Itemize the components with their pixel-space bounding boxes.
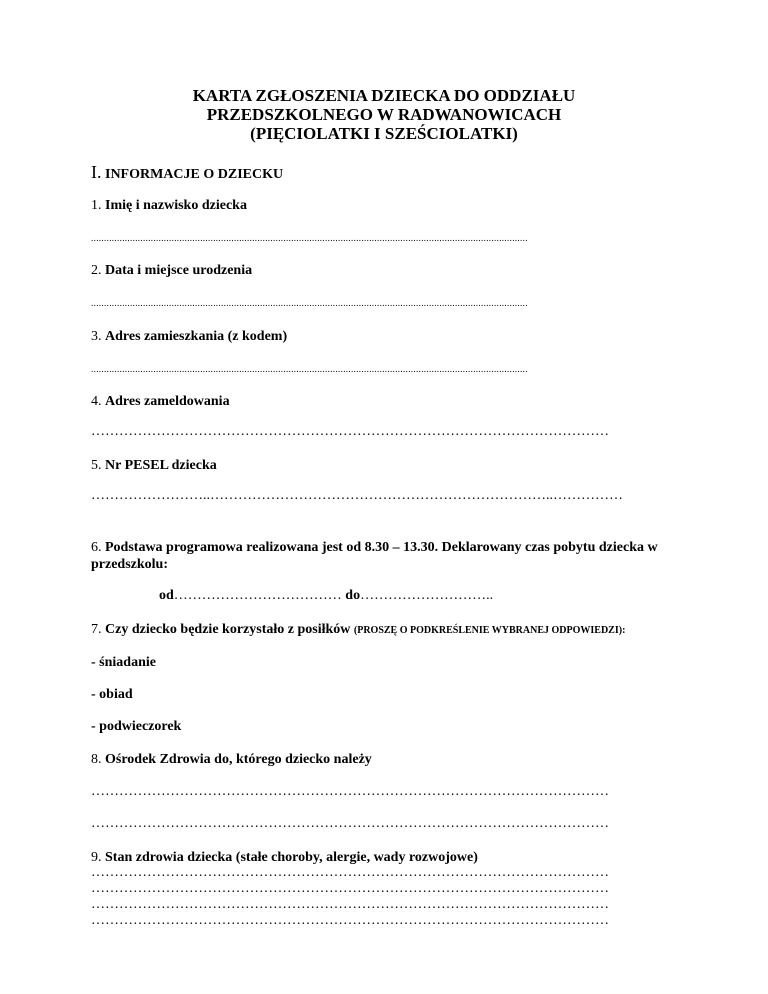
field-6-from-label: od	[159, 588, 174, 603]
field-9-fill-line-3[interactable]: …………………………………………………………………………………………………	[91, 897, 609, 912]
form-title-line-2: PRZEDSZKOLNEGO W RADWANOWICACH	[206, 105, 562, 124]
field-8-fill-line-2[interactable]: …………………………………………………………………………………………………	[91, 816, 609, 831]
field-4-label	[91, 393, 230, 410]
field-2-text: Data i miejsce urodzenia	[105, 263, 253, 278]
field-7-label	[91, 621, 625, 639]
meal-option-breakfast[interactable]: - śniadanie	[91, 655, 156, 670]
field-5-number: 5.	[91, 458, 102, 473]
field-6-text: Podstawa programowa realizowana jest od 8.30 – 13.30. Deklarowany czas pobytu dziecka w przedszkolu:	[91, 540, 658, 572]
field-9-fill-line-4[interactable]: …………………………………………………………………………………………………	[91, 913, 609, 928]
field-9-fill-line-1[interactable]: …………………………………………………………………………………………………	[91, 865, 609, 880]
field-4-fill-line[interactable]: …………………………………………………………………………………………………	[91, 424, 609, 439]
field-2-number: 2.	[91, 263, 102, 278]
section-numeral: I.	[91, 162, 102, 182]
field-1-text: Imię i nazwisko dziecka	[105, 198, 247, 213]
field-6-to-fill[interactable]: ………………………..	[360, 588, 494, 603]
field-8-number: 8.	[91, 752, 102, 767]
field-9-number: 9.	[91, 850, 102, 865]
form-title-line-3: (PIĘCIOLATKI I SZEŚCIOLATKI)	[250, 124, 518, 143]
field-8-label	[91, 751, 372, 768]
meal-option-lunch[interactable]: - obiad	[91, 687, 133, 702]
field-9-label	[91, 849, 478, 866]
field-9-text: Stan zdrowia dziecka (stałe choroby, alergie, wady rozwojowe)	[105, 850, 478, 865]
field-5-text: Nr PESEL dziecka	[105, 458, 217, 473]
field-6-time-range	[159, 587, 493, 604]
field-4-number: 4.	[91, 394, 102, 409]
field-5-label	[91, 457, 217, 474]
meal-option-snack[interactable]: - podwieczorek	[91, 719, 182, 734]
field-7-number: 7.	[91, 622, 102, 637]
field-7-note: (PROSZĘ O PODKREŚLENIE WYBRANEJ ODPOWIEDZI):	[353, 625, 626, 636]
field-8-text: Ośrodek Zdrowia do, którego dziecko należy	[105, 752, 372, 767]
form-title-line-1: KARTA ZGŁOSZENIA DZIECKA DO ODDZIAŁU	[192, 86, 576, 105]
field-7-text: Czy dziecko będzie korzystało z posiłków	[105, 622, 351, 637]
field-5-fill-line[interactable]: ……………………..………………………………………………………………..……………	[91, 488, 623, 503]
field-1-label	[91, 197, 247, 214]
field-6-number: 6.	[91, 540, 102, 555]
field-3-text: Adres zamieszkania (z kodem)	[105, 329, 288, 344]
field-3-fill-line[interactable]: ........................................................................................................................................................................	[91, 364, 528, 374]
field-6-label	[91, 539, 681, 573]
field-2-label	[91, 262, 252, 279]
field-8-fill-line-1[interactable]: …………………………………………………………………………………………………	[91, 784, 609, 799]
section-heading	[91, 164, 283, 183]
field-6-to-label: do	[345, 588, 361, 603]
field-6-from-fill[interactable]: ………………………………	[173, 588, 342, 603]
field-1-number: 1.	[91, 198, 102, 213]
field-2-fill-line[interactable]: ........................................................................................................................................................................	[91, 298, 528, 308]
field-4-text: Adres zameldowania	[105, 394, 230, 409]
field-3-label	[91, 328, 287, 345]
section-title: INFORMACJE O DZIECKU	[105, 167, 284, 182]
field-1-fill-line[interactable]: ........................................................................................................................................................................	[91, 233, 528, 243]
field-3-number: 3.	[91, 329, 102, 344]
field-9-fill-line-2[interactable]: …………………………………………………………………………………………………	[91, 881, 609, 896]
